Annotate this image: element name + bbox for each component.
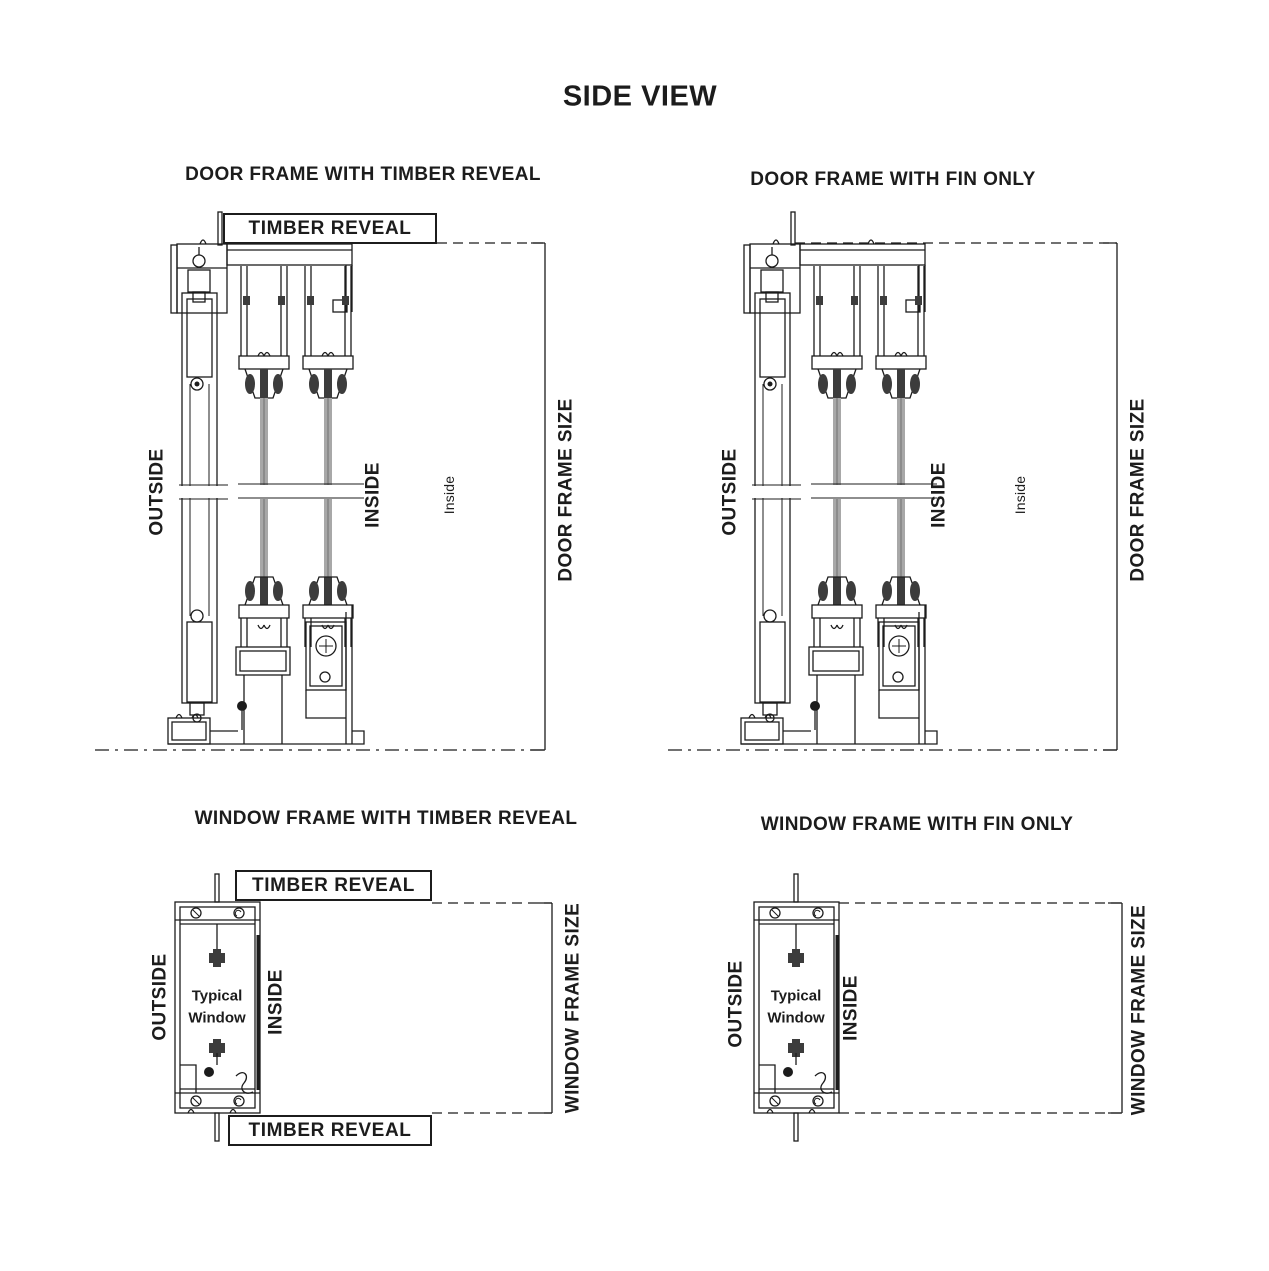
extension-line — [432, 903, 552, 1113]
window-timber-title: WINDOW FRAME WITH TIMBER REVEAL — [194, 808, 578, 829]
inside-label: INSIDE — [928, 462, 950, 528]
timber-reveal-box: TIMBER REVEAL — [223, 213, 437, 244]
window-frame-size-label: WINDOW FRAME SIZE — [1128, 904, 1150, 1116]
typical-window-note: Typical Window — [188, 987, 246, 1026]
window-fin-title: WINDOW FRAME WITH FIN ONLY — [760, 814, 1074, 835]
door-fin-title: DOOR FRAME WITH FIN ONLY — [750, 169, 1036, 190]
door-timber-title: DOOR FRAME WITH TIMBER REVEAL — [185, 164, 541, 185]
window-frame-size-label: WINDOW FRAME SIZE — [562, 902, 584, 1114]
page-title: SIDE VIEW — [562, 80, 718, 113]
door-frame-size-label: DOOR FRAME SIZE — [1127, 398, 1149, 582]
outside-label: OUTSIDE — [149, 953, 171, 1041]
typical-window-note: Typical Window — [767, 987, 825, 1026]
dimension-line — [531, 243, 545, 750]
inside-note: Inside — [1012, 475, 1028, 515]
door-frame-size-label: DOOR FRAME SIZE — [555, 398, 577, 582]
outside-label: OUTSIDE — [725, 960, 747, 1048]
dimension-line — [1103, 243, 1117, 750]
inside-label: INSIDE — [362, 462, 384, 528]
inside-note: Inside — [441, 475, 457, 515]
extension-line — [839, 903, 1122, 1113]
inside-label: INSIDE — [840, 975, 862, 1041]
dimension-line — [1108, 903, 1122, 1113]
outside-label: OUTSIDE — [719, 448, 741, 536]
inside-label: INSIDE — [265, 969, 287, 1035]
timber-reveal-box: TIMBER REVEAL — [228, 1115, 432, 1146]
dimension-line — [538, 903, 552, 1113]
timber-reveal-box: TIMBER REVEAL — [235, 870, 432, 901]
outside-label: OUTSIDE — [146, 448, 168, 536]
